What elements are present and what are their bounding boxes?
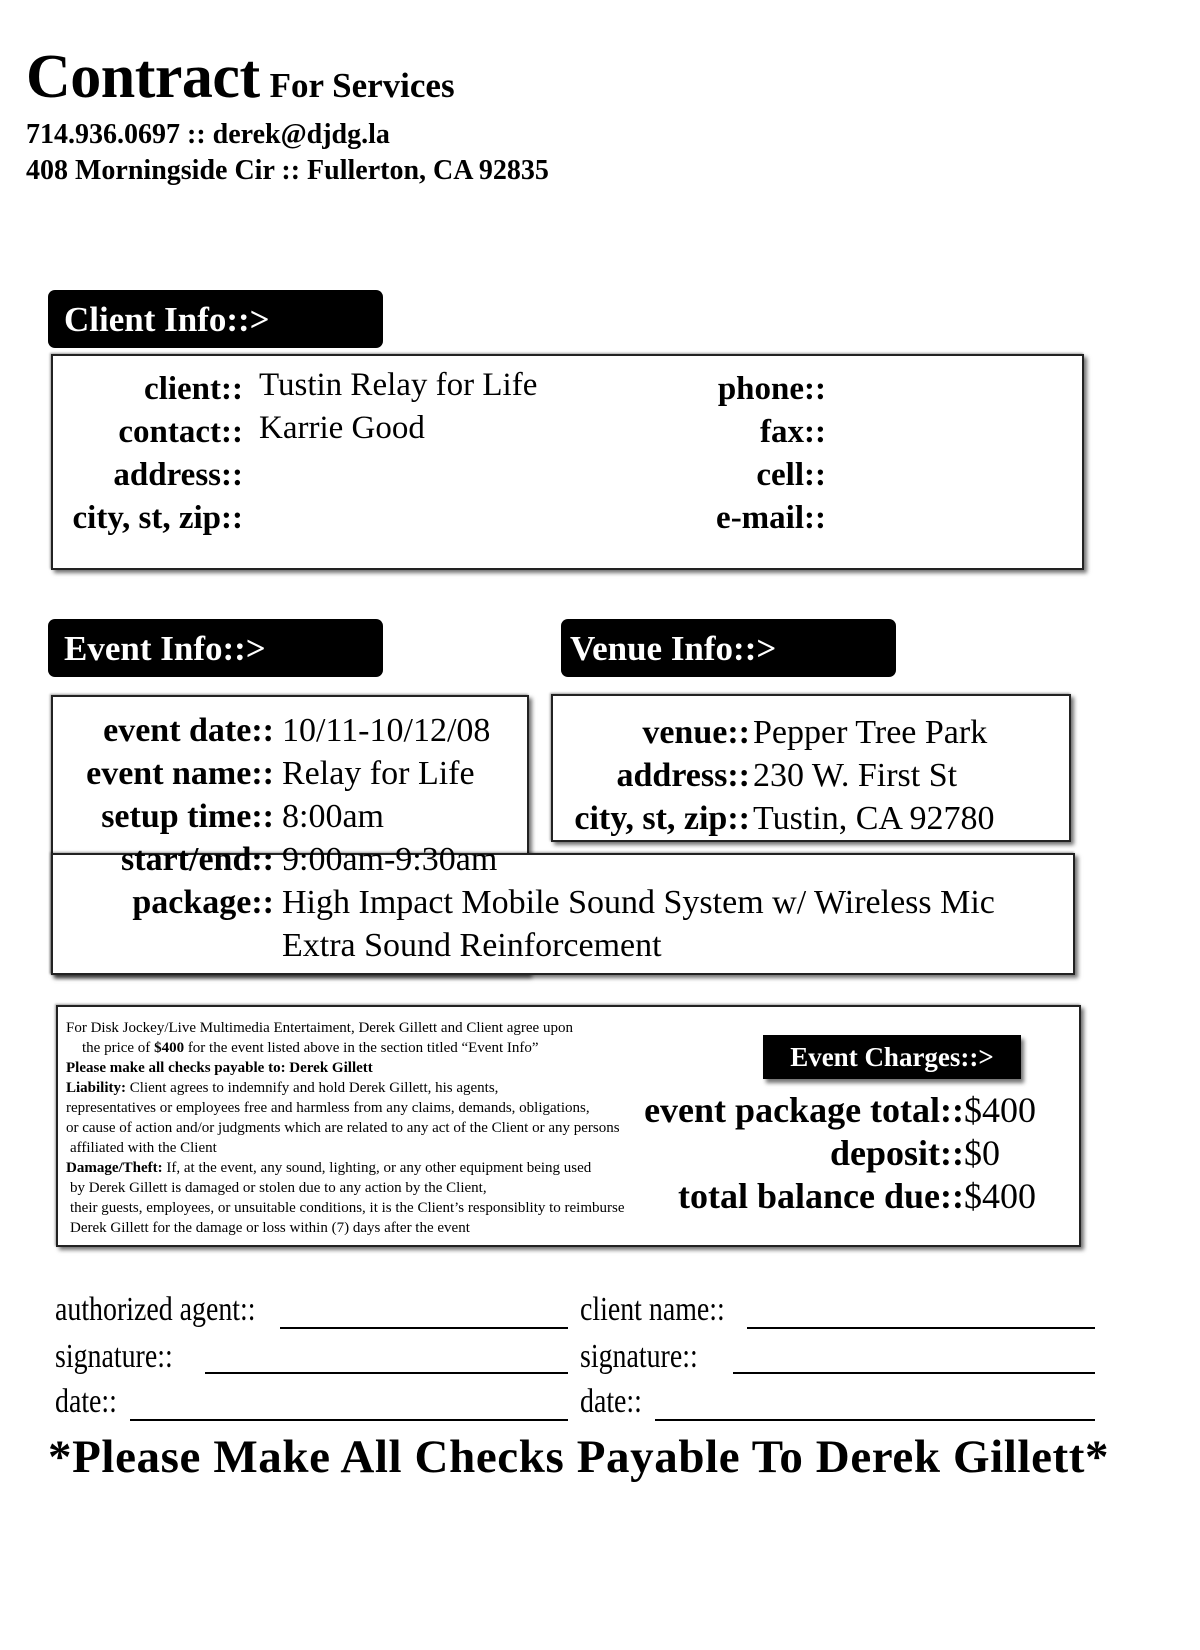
event-charges-tab xyxy=(763,1035,1021,1079)
venue-info-tab-label: Venue Info::> xyxy=(570,628,777,668)
balance-due-value: $400 xyxy=(964,1176,1036,1216)
client-city-label: city, st, zip:: xyxy=(72,500,243,536)
cell-label: cell:: xyxy=(756,457,826,493)
terms-checks-payable: Please make all checks payable to: Derek Gillett xyxy=(66,1060,373,1076)
event-info-tab xyxy=(48,619,383,677)
terms-line: the price of $400 for the event listed above in the section titled “Event Info” xyxy=(82,1040,539,1056)
agent-signature-label: signature:: xyxy=(55,1338,173,1375)
terms-line: representatives or employees free and harmless from any claims, demands, obligations, xyxy=(66,1100,590,1116)
venue-value[interactable]: Pepper Tree Park xyxy=(753,714,988,751)
title-contract: Contract xyxy=(26,43,260,111)
client-value[interactable]: Tustin Relay for Life xyxy=(259,367,538,403)
package-total-value: $400 xyxy=(964,1090,1036,1130)
terms-line: by Derek Gillett is damaged or stolen due to any action by the Client, xyxy=(70,1180,487,1196)
package-total-label: event package total:: xyxy=(644,1090,964,1130)
terms-line: or cause of action and/or judgments which are related to any act of the Client or any persons xyxy=(66,1120,620,1136)
package-value-line2[interactable]: Extra Sound Reinforcement xyxy=(282,927,662,964)
client-date-line[interactable] xyxy=(655,1419,1095,1421)
title-subtitle: For Services xyxy=(269,66,455,105)
venue-address-value[interactable]: 230 W. First St xyxy=(753,757,958,794)
terms-line xyxy=(66,1058,625,1078)
agent-date-line[interactable] xyxy=(130,1419,568,1421)
terms-line: their guests, employees, or unsuitable conditions, it is the Client’s responsiblity to reimburse xyxy=(70,1200,625,1216)
package-value[interactable]: High Impact Mobile Sound System w/ Wireless Mic xyxy=(282,884,995,921)
terms-line: affiliated with the Client xyxy=(70,1140,217,1156)
setup-time-label: setup time:: xyxy=(101,798,274,835)
deposit-label: deposit:: xyxy=(830,1133,964,1173)
agent-signature-line[interactable] xyxy=(205,1372,568,1374)
business-address: 408 Morningside Cir :: Fullerton, CA 92835 xyxy=(26,155,549,186)
liability-label: Liability: xyxy=(66,1080,127,1096)
event-date-label: event date:: xyxy=(103,712,274,749)
client-date-label: date:: xyxy=(580,1383,642,1420)
event-name-label: event name:: xyxy=(86,755,274,792)
document-title xyxy=(26,43,455,111)
terms-price: $400 xyxy=(154,1040,185,1056)
event-info-tab-label: Event Info::> xyxy=(64,628,266,668)
event-date-value[interactable]: 10/11-10/12/08 xyxy=(282,712,491,749)
authorized-agent-line[interactable] xyxy=(280,1327,568,1329)
client-name-line[interactable] xyxy=(747,1327,1095,1329)
start-end-label: start/end:: xyxy=(121,841,274,878)
setup-time-value[interactable]: 8:00am xyxy=(282,798,384,835)
agent-date-label: date:: xyxy=(55,1383,117,1420)
fax-label: fax:: xyxy=(760,414,826,450)
client-info-tab-label: Client Info::> xyxy=(64,299,270,339)
terms-line: Damage/Theft: If, at the event, any sound, lighting, or any other equipment being used xyxy=(66,1160,592,1176)
email-label: e-mail:: xyxy=(716,500,826,536)
terms-line: For Disk Jockey/Live Multimedia Entertaiment, Derek Gillett and Client agree upon xyxy=(66,1020,573,1036)
balance-due-label: total balance due:: xyxy=(678,1176,964,1216)
terms-line: Liability: Client agrees to indemnify and hold Derek Gillett, his agents, xyxy=(66,1080,499,1096)
charge-row-package-total xyxy=(600,1092,1036,1128)
client-signature-label: signature:: xyxy=(580,1338,698,1375)
start-end-value[interactable]: 9:00am-9:30am xyxy=(282,841,498,878)
charge-row-balance-due xyxy=(600,1178,1036,1214)
authorized-agent-label: authorized agent:: xyxy=(55,1291,256,1328)
package-label: package:: xyxy=(132,884,274,921)
contact-label: contact:: xyxy=(118,414,243,450)
event-charges-tab-label: Event Charges::> xyxy=(790,1041,994,1072)
venue-address-label: address:: xyxy=(616,757,750,794)
venue-city-label: city, st, zip:: xyxy=(574,800,750,837)
venue-info-tab xyxy=(561,619,896,677)
deposit-value: $0 xyxy=(964,1133,1000,1173)
damage-theft-label: Damage/Theft: xyxy=(66,1160,163,1176)
terms-text xyxy=(66,1018,625,1238)
checks-payable-footer: *Please Make All Checks Payable To Derek Gillett* xyxy=(48,1431,1110,1483)
phone-label: phone:: xyxy=(717,371,826,407)
client-signature-line[interactable] xyxy=(733,1372,1095,1374)
client-name-label: client name:: xyxy=(580,1291,725,1328)
venue-label: venue:: xyxy=(642,714,750,751)
client-address-label: address:: xyxy=(113,457,243,493)
phone-email: 714.936.0697 :: derek@djdg.la xyxy=(26,119,390,150)
contact-value[interactable]: Karrie Good xyxy=(259,410,425,446)
event-name-value[interactable]: Relay for Life xyxy=(282,755,475,792)
charge-row-deposit xyxy=(600,1135,1000,1171)
venue-city-value[interactable]: Tustin, CA 92780 xyxy=(753,800,995,837)
client-label: client:: xyxy=(144,371,243,407)
terms-line: Derek Gillett for the damage or loss within (7) days after the event xyxy=(70,1220,470,1236)
client-info-tab xyxy=(48,290,383,348)
